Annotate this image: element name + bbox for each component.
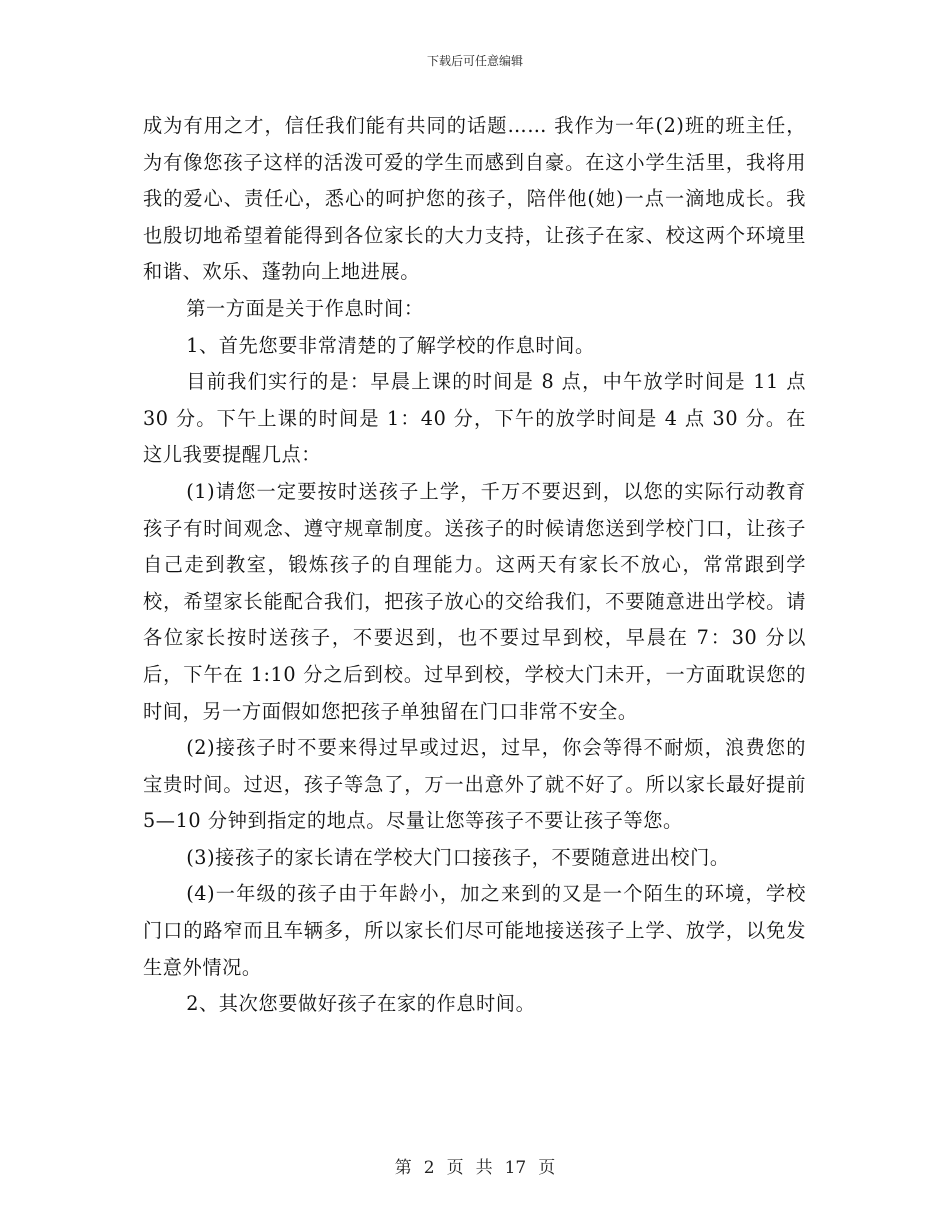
page-footer <box>0 1153 950 1178</box>
document-body <box>143 108 806 1023</box>
paragraph-section-heading: 第一方面是关于作息时间： <box>186 296 424 320</box>
paragraph-point-2: 2、其次您要做好孩子在家的作息时间。 <box>186 992 536 1016</box>
paragraph-item-1: (1)请您一定要按时送孩子上学，千万不要迟到，以您的实际行动教育孩子有时间观念、遵守规章制度。送孩子的时候请您送到学校门口，让孩子自己走到教室，锻炼孩子的自理能力。这两天有家长不放心，常常跟到学校，希望家长能配合我们，把孩子放心的交给我们，不要随意进出学校。请各位家长按时送孩子，不要迟到，也不要过早到校，早晨在 7：30 分以后，下午在 1:10 分之后到校。过早到校，学校大门未开，一方面耽误您的时间，另一方面假如您把孩子单独留在门口非常不安全。 <box>143 479 806 723</box>
page-header-note: 下载后可任意编辑 <box>426 54 523 68</box>
footer-di: 第 <box>394 1158 412 1178</box>
footer-page-number: 2 <box>423 1158 435 1178</box>
footer-gong: 共 <box>475 1158 493 1178</box>
paragraph-continuation: 成为有用之才，信任我们能有共同的话题…… 我作为一年(2)班的班主任，为有像您孩子这样的活泼可爱的学生而感到自豪。在这小学生活里，我将用我的爱心、责任心，悉心的呵护您的孩子，陪伴他(她)一点一滴地成长。我也殷切地希望着能得到各位家长的大力支持，让孩子在家、校这两个环境里和谐、欢乐、蓬勃向上地进展。 <box>143 114 806 284</box>
footer-ye: 页 <box>446 1158 464 1178</box>
paragraph-item-3: (3)接孩子的家长请在学校大门口接孩子，不要随意进出校门。 <box>186 845 730 869</box>
footer-total-pages: 17 <box>504 1158 527 1178</box>
paragraph-schedule: 目前我们实行的是：早晨上课的时间是 8 点，中午放学时间是 11 点 30 分。下午上课的时间是 1：40 分，下午的放学时间是 4 点 30 分。在这儿我要提醒几点： <box>143 370 806 467</box>
paragraph-item-2: (2)接孩子时不要来得过早或过迟，过早，你会等得不耐烦，浪费您的宝贵时间。过迟，孩子等急了，万一出意外了就不好了。所以家长最好提前 5—10 分钟到指定的地点。尽量让您等孩子不要让孩子等您。 <box>143 736 806 833</box>
paragraph-point-1: 1、首先您要非常清楚的了解学校的作息时间。 <box>186 333 595 357</box>
footer-ye-end: 页 <box>538 1158 556 1178</box>
paragraph-item-4: (4)一年级的孩子由于年龄小，加之来到的又是一个陌生的环境，学校门口的路窄而且车辆多，所以家长们尽可能地接送孩子上学、放学，以免发生意外情况。 <box>143 882 806 979</box>
